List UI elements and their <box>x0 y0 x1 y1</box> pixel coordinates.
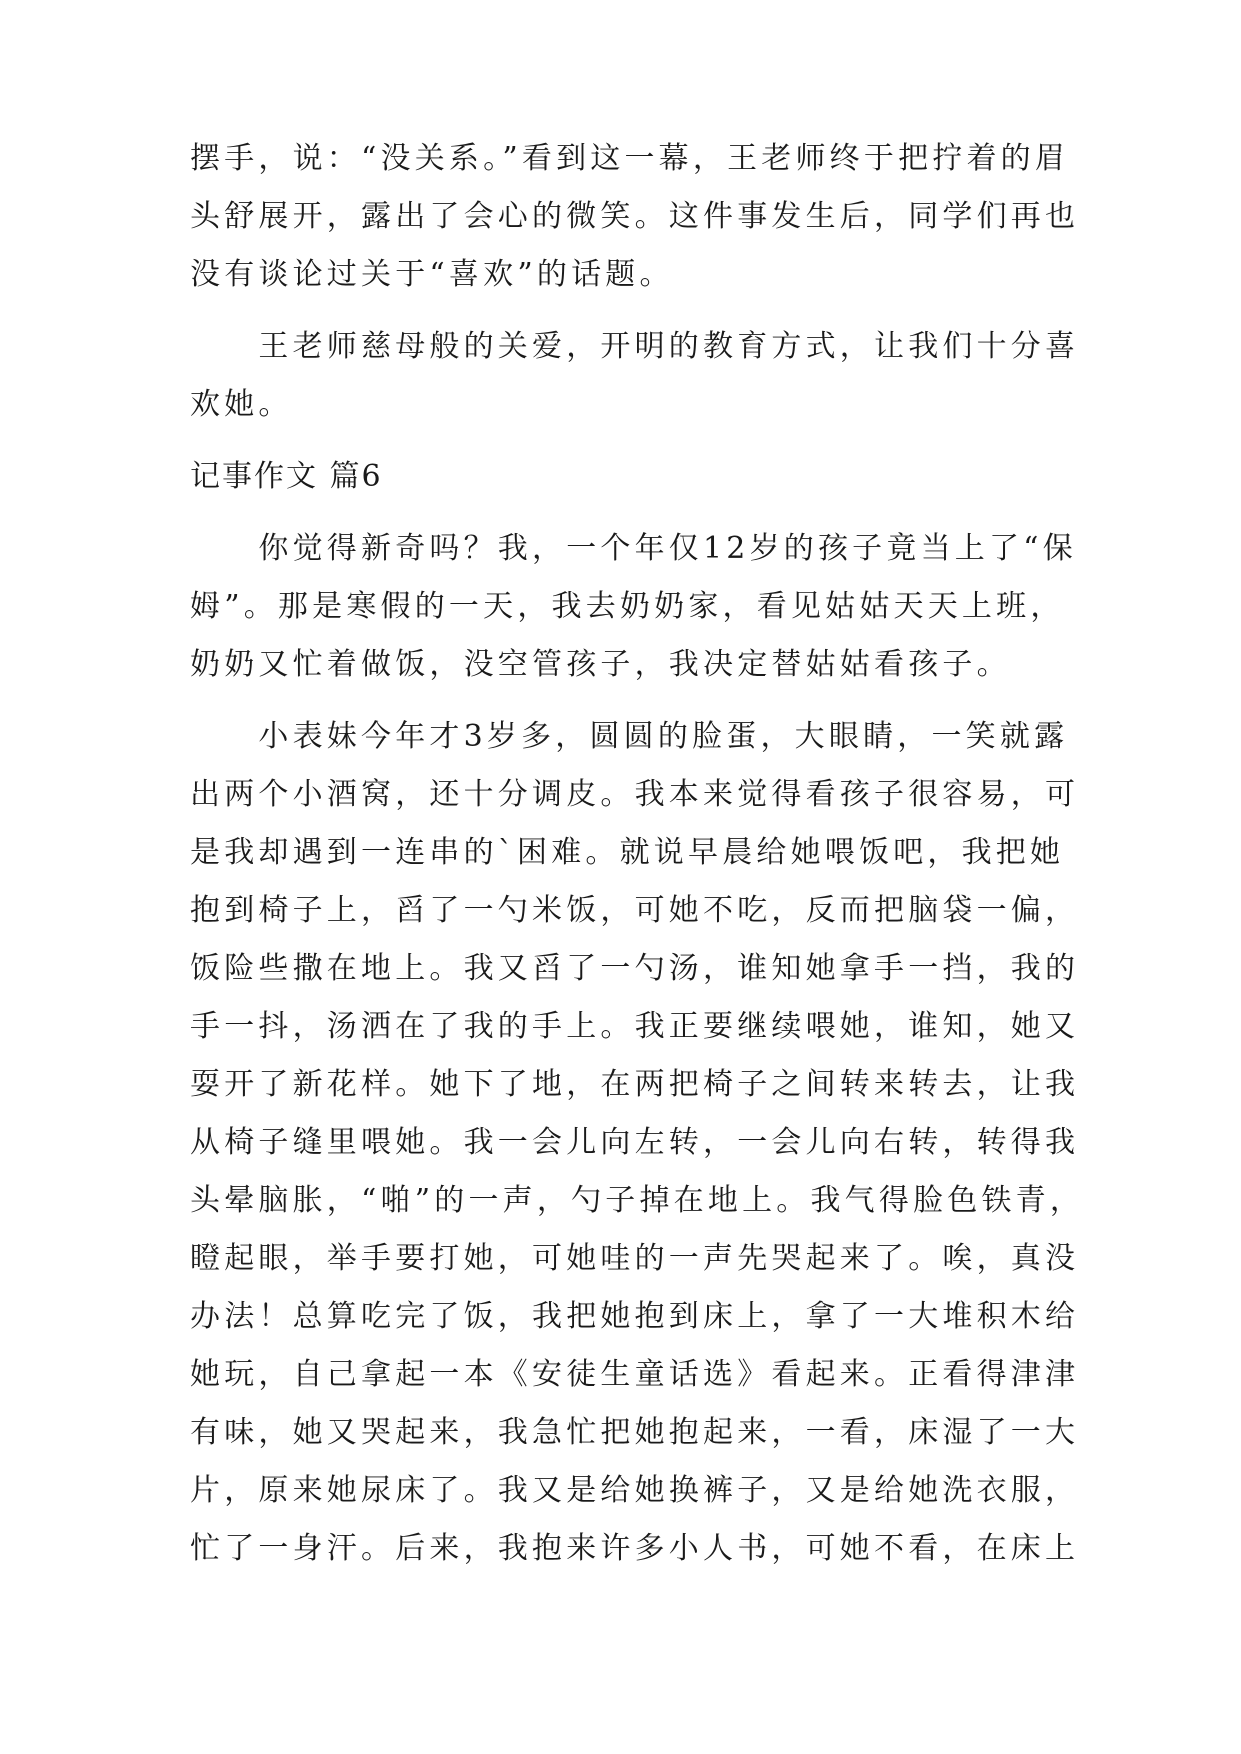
text-line: 王老师慈母般的关爱，开明的教育方式，让我们十分喜 <box>190 329 1080 364</box>
text-line: 有味，她又哭起来，我急忙把她抱起来，一看，床湿了一大 <box>190 1415 1080 1450</box>
text-line: 你觉得新奇吗？我，一个年仅12岁的孩子竟当上了“保 <box>190 531 1077 566</box>
text-line: 片，原来她尿床了。我又是给她换裤子，又是给她洗衣服， <box>190 1473 1080 1508</box>
paragraph-4 <box>190 708 1085 1578</box>
section-heading: 记事作文 篇6 <box>190 459 383 494</box>
text-line: 没有谈论过关于“喜欢”的话题。 <box>190 257 674 292</box>
paragraph-1 <box>190 130 1080 304</box>
text-line: 欢她。 <box>190 387 293 422</box>
text-line: 饭险些撒在地上。我又舀了一勺汤，谁知她拿手一挡，我的 <box>190 951 1080 986</box>
text-line: 从椅子缝里喂她。我一会儿向左转，一会儿向右转，转得我 <box>190 1125 1080 1160</box>
text-line: 小表妹今年才3岁多，圆圆的脸蛋，大眼睛，一笑就露 <box>190 719 1069 754</box>
text-line: 抱到椅子上，舀了一勺米饭，可她不吃，反而把脑袋一偏， <box>190 893 1080 928</box>
text-line: 是我却遇到一连串的`困难。就说早晨给她喂饭吧，我把她 <box>190 835 1065 870</box>
paragraph-3 <box>190 520 1077 694</box>
text-line: 耍开了新花样。她下了地，在两把椅子之间转来转去，让我 <box>190 1067 1080 1102</box>
text-line: 头晕脑胀，“啪”的一声，勺子掉在地上。我气得脸色铁青， <box>190 1183 1085 1218</box>
text-line: 姆”。那是寒假的一天，我去奶奶家，看见姑姑天天上班， <box>190 589 1065 624</box>
text-line: 头舒展开，露出了会心的微笑。这件事发生后，同学们再也 <box>190 199 1080 234</box>
text-line: 摆手，说：“没关系。”看到这一幕，王老师终于把拧着的眉 <box>190 141 1070 176</box>
text-line: 瞪起眼，举手要打她，可她哇的一声先哭起来了。唉，真没 <box>190 1241 1080 1276</box>
text-line: 办法！总算吃完了饭，我把她抱到床上，拿了一大堆积木给 <box>190 1299 1080 1334</box>
text-line: 忙了一身汗。后来，我抱来许多小人书，可她不看，在床上 <box>190 1531 1080 1566</box>
text-line: 她玩，自己拿起一本《安徒生童话选》看起来。正看得津津 <box>190 1357 1080 1392</box>
document-page <box>190 130 1085 1592</box>
text-line: 手一抖，汤洒在了我的手上。我正要继续喂她，谁知，她又 <box>190 1009 1080 1044</box>
text-line: 出两个小酒窝，还十分调皮。我本来觉得看孩子很容易，可 <box>190 777 1080 812</box>
text-line: 奶奶又忙着做饭，没空管孩子，我决定替姑姑看孩子。 <box>190 647 1011 682</box>
paragraph-2 <box>190 318 1080 434</box>
